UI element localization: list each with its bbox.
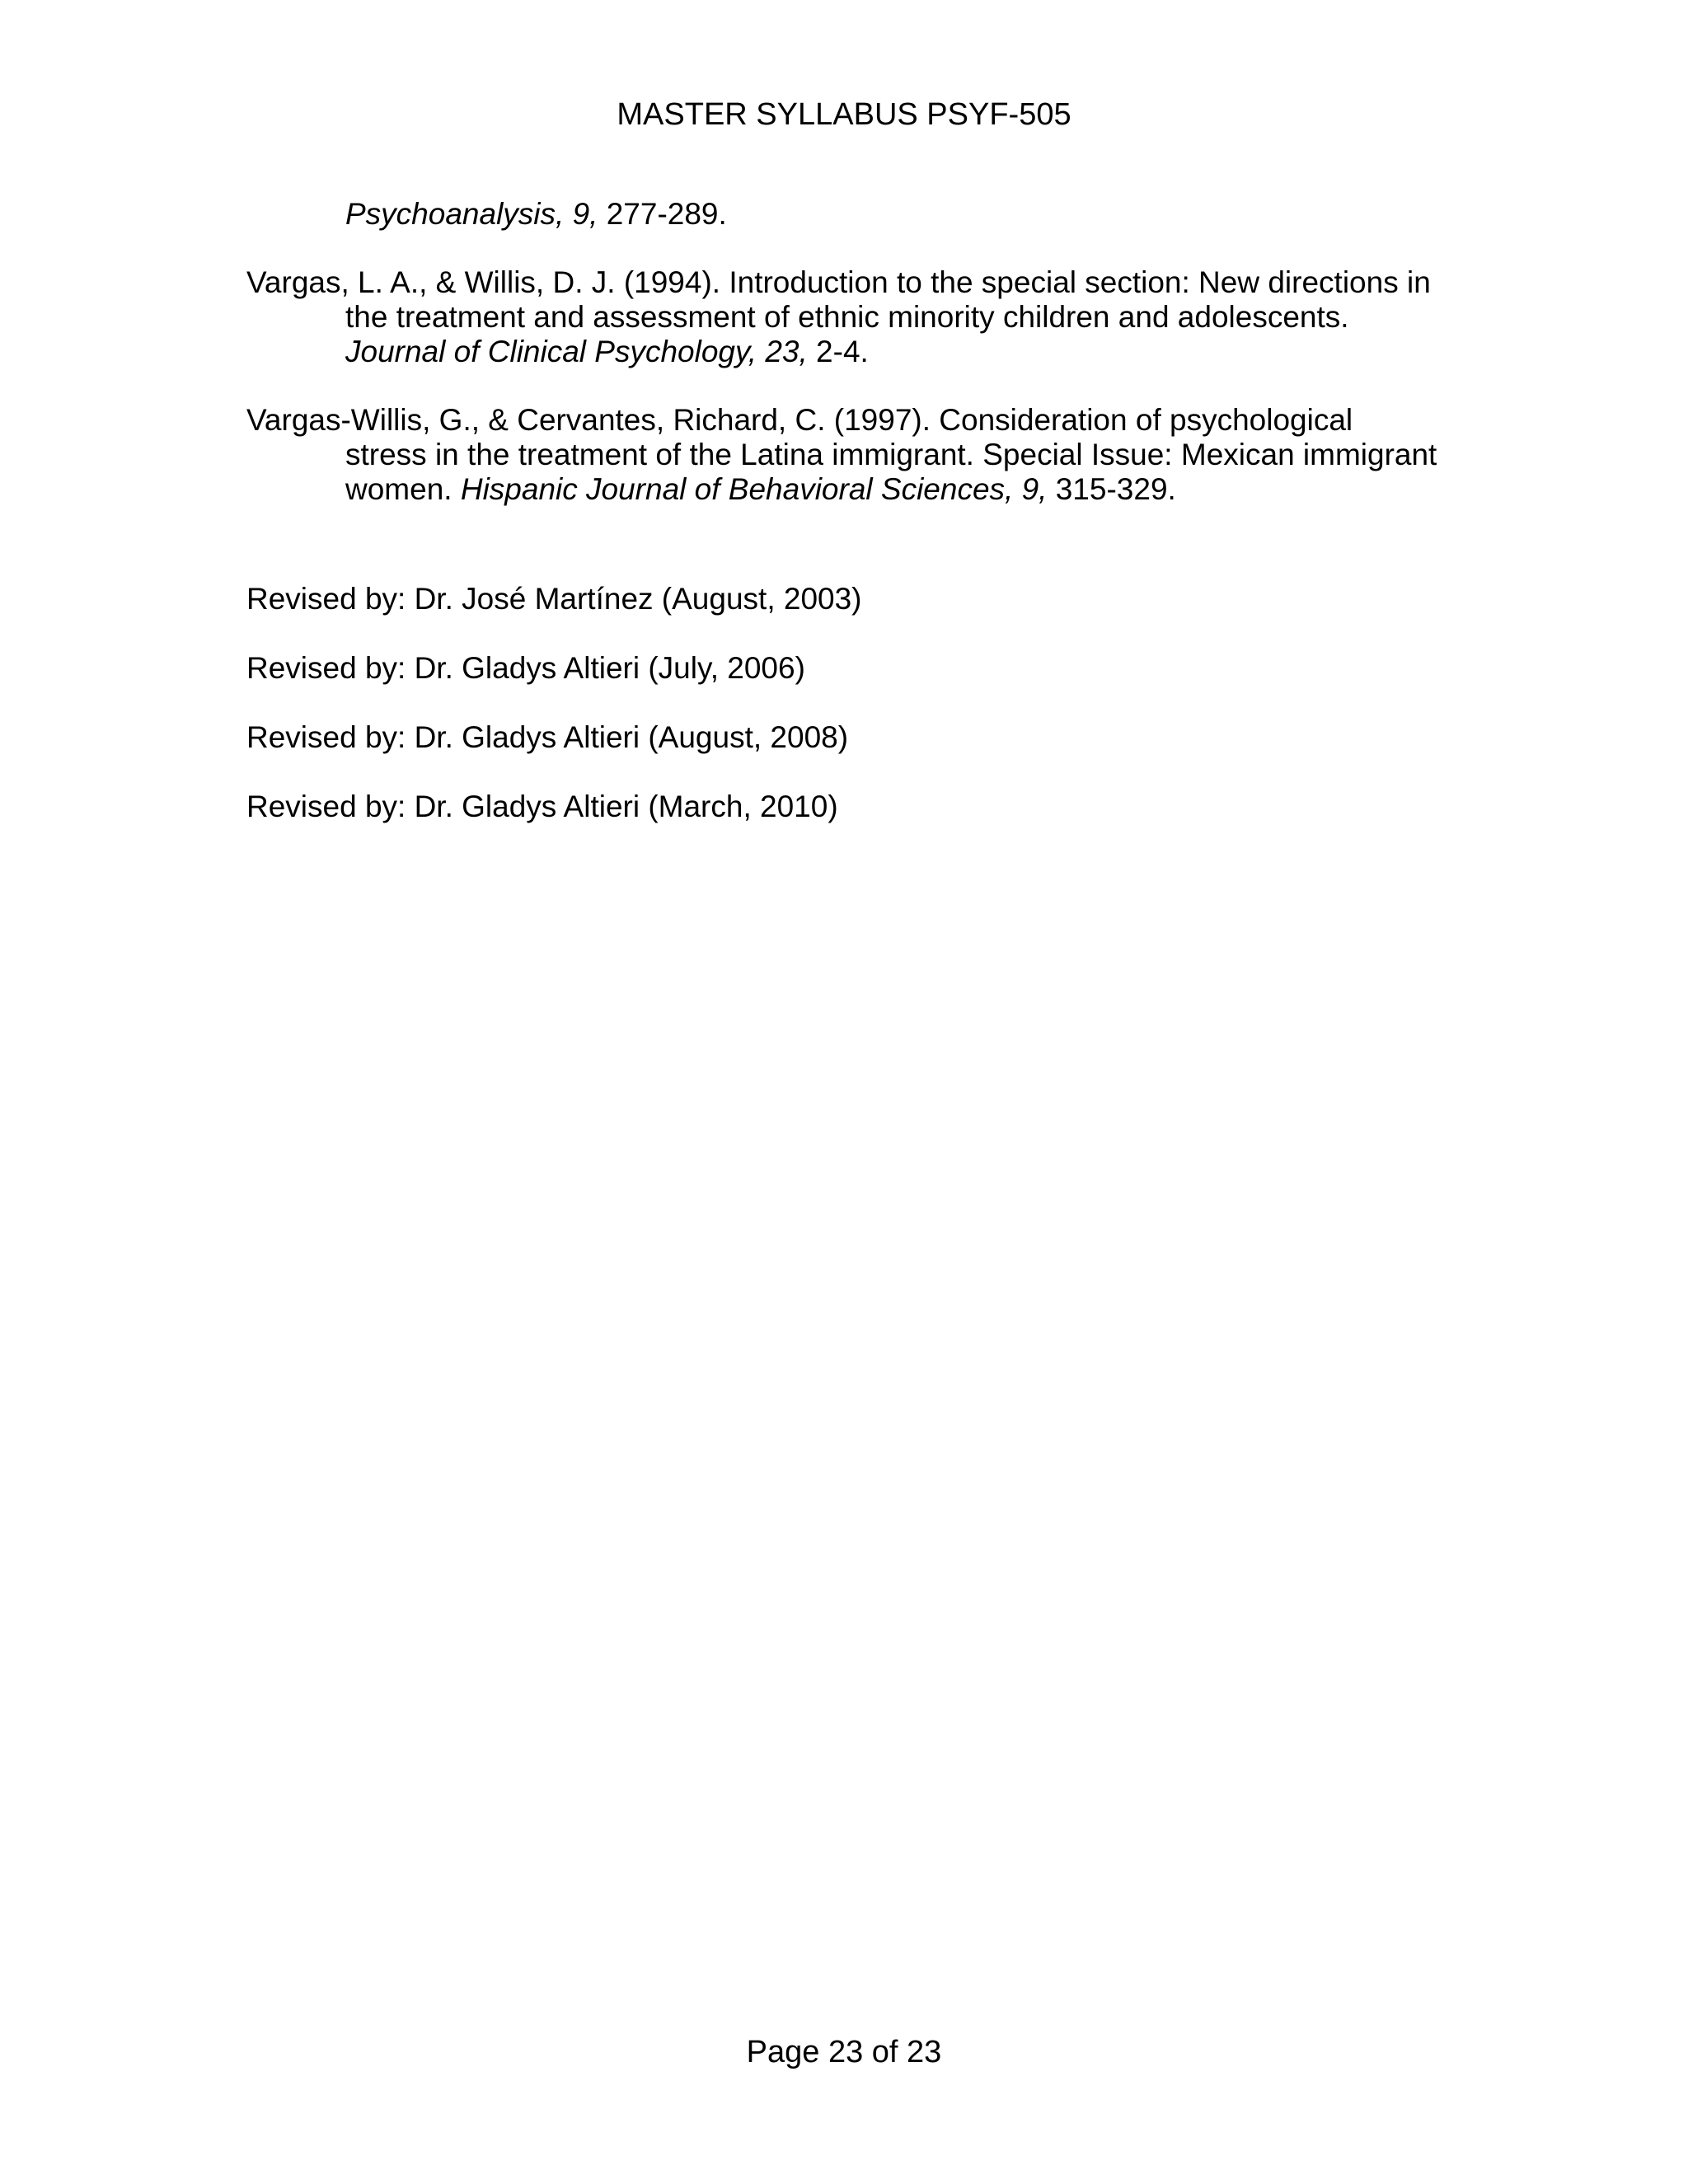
revision-note: Revised by: Dr. Gladys Altieri (March, 2010) [246,790,838,823]
page-header-title: MASTER SYLLABUS PSYF-505 [617,97,1071,132]
reference-line: the treatment and assessment of ethnic minority children and adolescents. [345,300,1349,334]
reference-line: Vargas, L. A., & Willis, D. J. (1994). Introduction to the special section: New directions in [246,265,1431,299]
reference-line: stress in the treatment of the Latina immigrant. Special Issue: Mexican immigrant [345,438,1437,471]
reference-continuation [345,197,727,232]
reference-text: women. [345,472,461,506]
reference-journal: Journal of Clinical Psychology, 23, [345,335,808,368]
reference-line [246,472,1433,507]
reference-entry-vargas-willis-1994 [246,265,1433,369]
revision-note: Revised by: Dr. Gladys Altieri (July, 2006) [246,651,805,685]
reference-pages: 277-289. [598,197,727,231]
reference-line: Vargas-Willis, G., & Cervantes, Richard, C. (1997). Consideration of psychological [246,403,1353,437]
reference-entry-vargas-willis-cervantes-1997 [246,403,1437,507]
revision-note: Revised by: Dr. José Martínez (August, 2003) [246,582,862,616]
reference-journal: Hispanic Journal of Behavioral Sciences, 9, [460,472,1048,506]
reference-pages: 315-329. [1047,472,1176,506]
reference-pages: 2-4. [807,335,869,368]
reference-journal: Psychoanalysis, 9, [345,197,598,231]
page-number: Page 23 of 23 [746,2035,942,2069]
revision-note: Revised by: Dr. Gladys Altieri (August, 2008) [246,720,849,754]
reference-line [246,335,1433,369]
